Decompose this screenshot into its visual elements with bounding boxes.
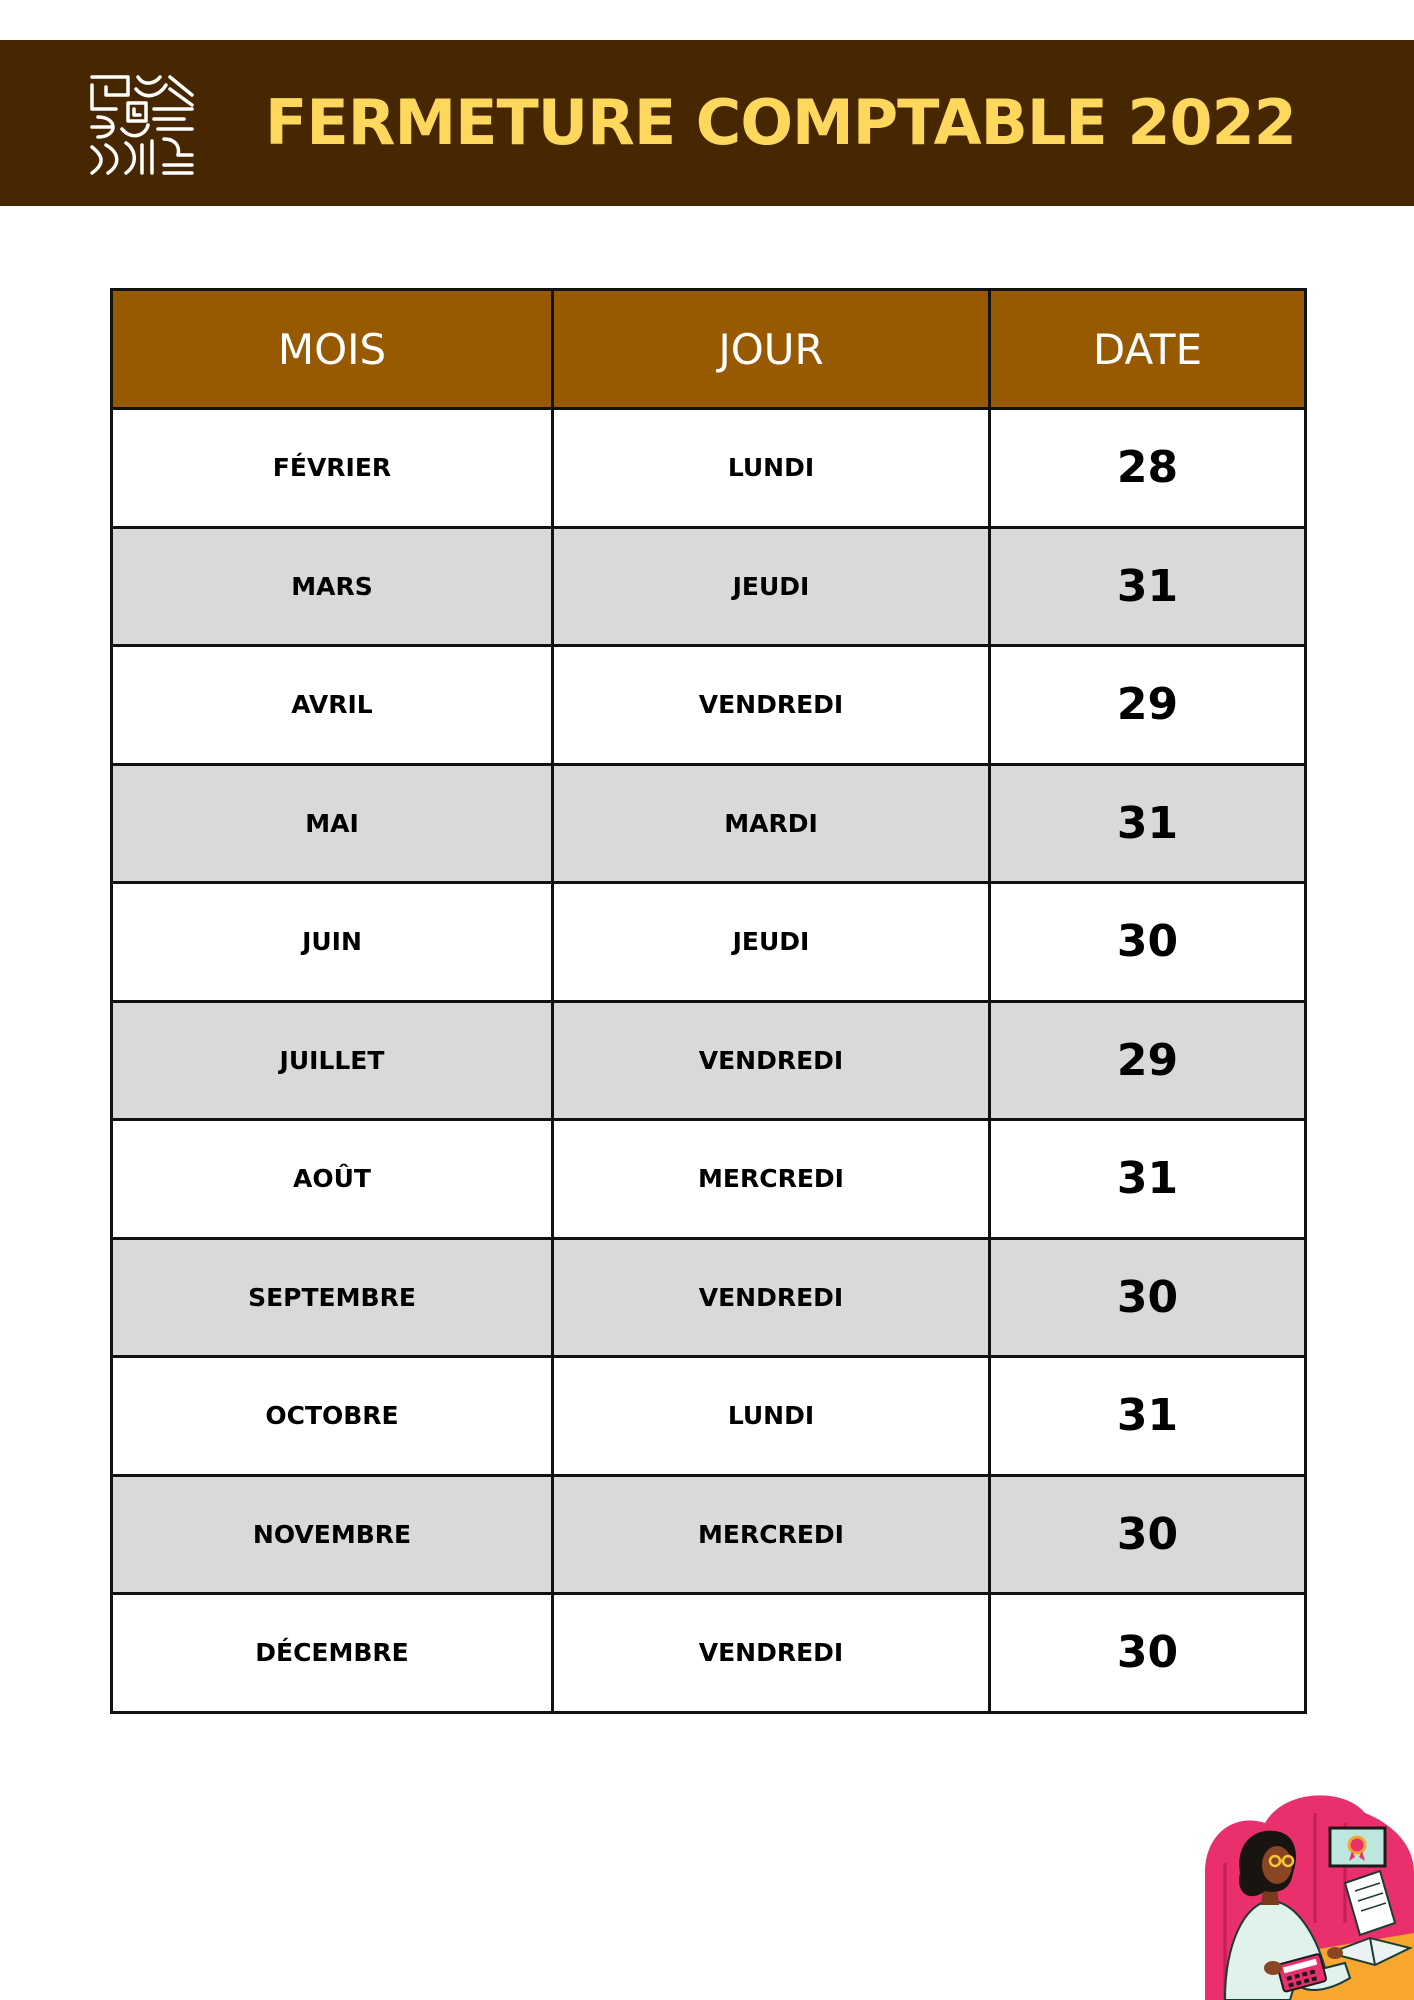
date-cell: 30 <box>990 1475 1306 1594</box>
table-row <box>112 646 1306 765</box>
date-cell: 30 <box>990 1238 1306 1357</box>
month-cell: JUIN <box>112 883 553 1002</box>
table-row <box>112 409 1306 528</box>
closing-schedule-table <box>110 288 1307 1714</box>
day-cell: MERCREDI <box>553 1120 990 1239</box>
table-row <box>112 883 1306 1002</box>
day-cell: JEUDI <box>553 527 990 646</box>
day-cell: VENDREDI <box>553 1594 990 1713</box>
table-row <box>112 1238 1306 1357</box>
month-cell: OCTOBRE <box>112 1357 553 1476</box>
day-cell: VENDREDI <box>553 646 990 765</box>
table-row <box>112 1357 1306 1476</box>
month-cell: AOÛT <box>112 1120 553 1239</box>
column-header-date: DATE <box>990 290 1306 409</box>
accountant-with-calculator-illustration <box>1195 1793 1414 2000</box>
month-cell: MARS <box>112 527 553 646</box>
column-header-day: JOUR <box>553 290 990 409</box>
month-cell: FÉVRIER <box>112 409 553 528</box>
date-cell: 29 <box>990 1001 1306 1120</box>
date-cell: 29 <box>990 646 1306 765</box>
day-cell: LUNDI <box>553 1357 990 1476</box>
day-cell: VENDREDI <box>553 1238 990 1357</box>
table-row <box>112 1120 1306 1239</box>
date-cell: 28 <box>990 409 1306 528</box>
date-cell: 30 <box>990 883 1306 1002</box>
table-row <box>112 1475 1306 1594</box>
table-row <box>112 1594 1306 1713</box>
month-cell: MAI <box>112 764 553 883</box>
table-row <box>112 1001 1306 1120</box>
month-cell: JUILLET <box>112 1001 553 1120</box>
date-cell: 31 <box>990 1120 1306 1239</box>
month-cell: NOVEMBRE <box>112 1475 553 1594</box>
day-cell: MARDI <box>553 764 990 883</box>
date-cell: 31 <box>990 1357 1306 1476</box>
day-cell: VENDREDI <box>553 1001 990 1120</box>
table-row <box>112 764 1306 883</box>
table-row <box>112 527 1306 646</box>
date-cell: 31 <box>990 764 1306 883</box>
column-header-month: MOIS <box>112 290 553 409</box>
page-header <box>0 40 1414 206</box>
day-cell: MERCREDI <box>553 1475 990 1594</box>
day-cell: JEUDI <box>553 883 990 1002</box>
date-cell: 31 <box>990 527 1306 646</box>
page-title: FERMETURE COMPTABLE 2022 <box>265 86 1296 159</box>
date-cell: 30 <box>990 1594 1306 1713</box>
month-cell: SEPTEMBRE <box>112 1238 553 1357</box>
month-cell: DÉCEMBRE <box>112 1594 553 1713</box>
maze-pattern-logo-icon <box>88 73 194 176</box>
month-cell: AVRIL <box>112 646 553 765</box>
day-cell: LUNDI <box>553 409 990 528</box>
table-header-row <box>112 290 1306 409</box>
